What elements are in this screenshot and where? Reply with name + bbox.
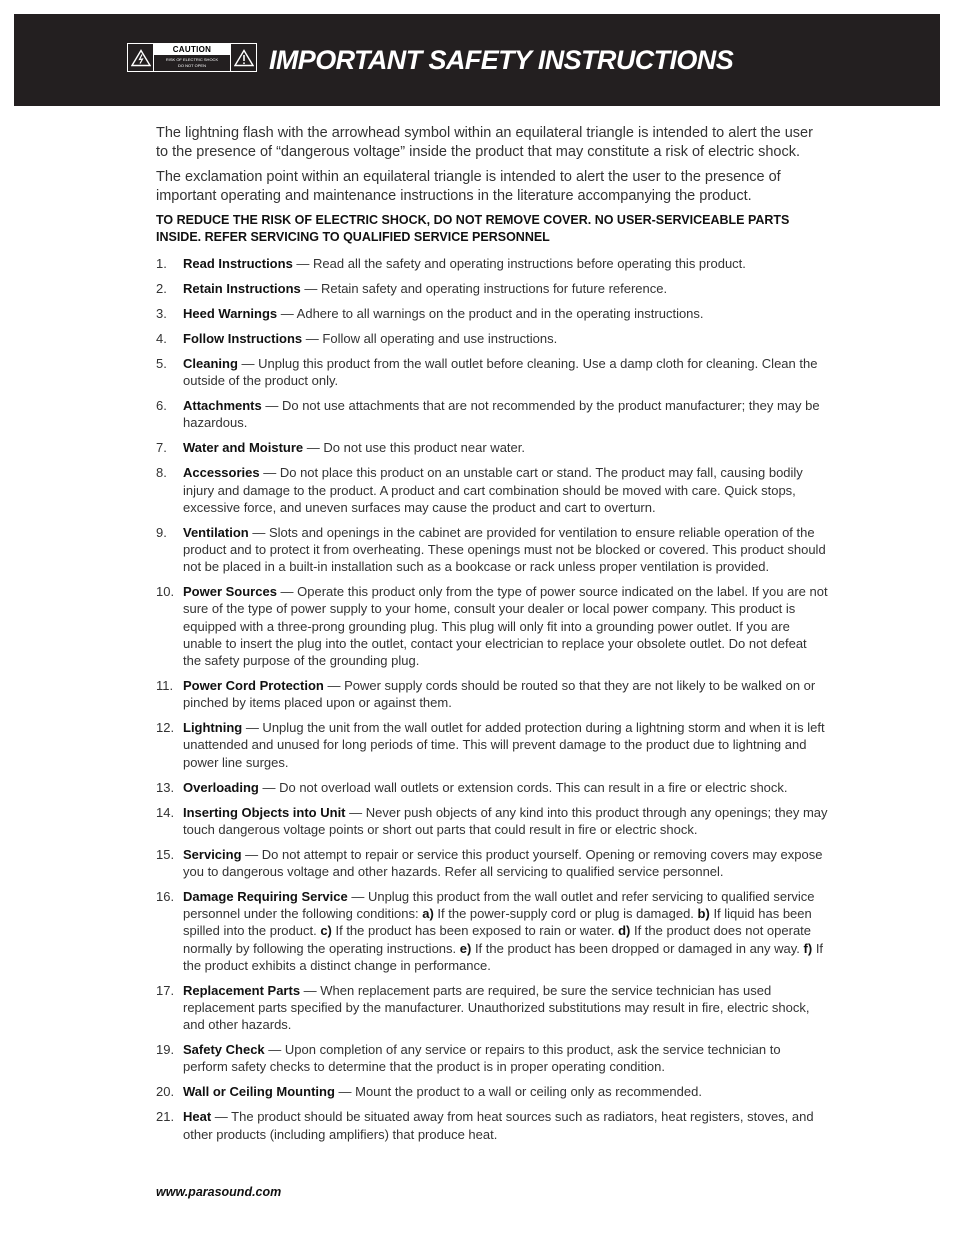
list-item [156,677,828,711]
item-number: 20. [156,1084,175,1100]
item-text: — Power supply cords should be routed so that they are not likely to be walked on or pinched by items placed upon or against them. [183,678,816,711]
footer-url: www.parasound.com [156,1185,282,1199]
item-heading: Read Instructions [183,256,293,271]
intro-lightning-paragraph: The lightning flash with the arrowhead symbol within an equilateral triangle is intended to alert the user to the presence of “dangerous voltage” inside the product that may constitute a risk of electric shock. [156,125,813,160]
item-heading: Retain Instructions [183,281,301,296]
list-item [156,524,828,576]
caution-sub-1: RISK OF ELECTRIC SHOCK [165,57,219,62]
item-heading: Safety Check [183,1042,265,1058]
item-number: 16. [156,889,175,905]
item-text: — Unplug this product from the wall outlet and refer servicing to qualified service personnel under the following conditions: [183,889,815,922]
condition-label: b) [697,906,710,922]
list-item-damage-requiring-service [156,888,828,974]
condition-text: If liquid has been spilled into the product. [183,906,812,939]
item-number: 14. [156,804,175,820]
item-heading: Damage Requiring Service [183,889,348,905]
item-text: — The product should be situated away from heat sources such as radiators, heat registers, stoves, and other products (including amplifiers) that produce heat. [183,1109,814,1142]
list-item [156,719,828,771]
list-item [156,779,828,796]
item-heading: Inserting Objects into Unit [183,804,346,820]
instructions-content [156,124,828,1151]
item-text: — Retain safety and operating instructions for future reference. [300,281,668,296]
list-item [156,255,828,272]
condition-label: c) [320,923,332,939]
list-item [156,846,828,880]
item-heading: Ventilation [183,524,249,540]
condition-label: f) [803,940,813,956]
item-number: 7. [156,440,167,456]
item-text: — Operate this product only from the type of power source indicated on the label. If you are not sure of the type of power supply to your home, consult your dealer or local power company. This product is equipped with a three-prong grounding plug. This plug will only fit into a grounding power outlet. If you are unable to insert the plug into the outlet, contact your electrician to replace your obsolete outlet. Do not defeat the safety purpose of the grounding plug. [183,584,828,669]
list-item [156,1083,828,1100]
condition-text: If the product exhibits a distinct change in performance. [183,940,824,973]
instruction-list [156,255,828,1143]
item-text: — Unplug this product from the wall outlet before cleaning. Use a damp cloth for cleaning. Clean the outside of the product only. [183,356,818,389]
caution-label [127,43,257,72]
item-heading: Lightning [183,720,243,736]
item-text: — Do not use this product near water. [303,440,525,456]
list-item [156,1108,828,1142]
item-text: — Adhere to all warnings on the product and in the operating instructions. [277,306,704,321]
item-heading: Water and Moisture [183,440,304,456]
page-title: IMPORTANT SAFETY INSTRUCTIONS [269,45,734,75]
lightning-triangle-icon [128,44,153,71]
item-number: 21. [156,1109,175,1125]
list-item [156,305,828,322]
shock-warning: TO REDUCE THE RISK OF ELECTRIC SHOCK, DO NOT REMOVE COVER. NO USER-SERVICEABLE PARTS INSIDE. REFER SERVICING TO QUALIFIED SERVICE PERSONNEL [156,213,790,244]
list-item [156,439,828,456]
item-number: 13. [156,779,175,795]
intro-exclamation-paragraph: The exclamation point within an equilateral triangle is intended to alert the user to the presence of important operating and maintenance instructions in the literature accompanying the product. [156,169,781,204]
list-item [156,583,828,669]
exclamation-triangle-icon [231,44,256,71]
item-number: 17. [156,982,175,998]
item-number: 3. [156,306,167,321]
item-heading: Wall or Ceiling Mounting [183,1084,335,1100]
item-text: — Do not attempt to repair or service this product yourself. Opening or removing covers may expose you to dangerous voltage and other hazards. Refer all servicing to qualified service personnel. [183,846,823,880]
item-text: — Slots and openings in the cabinet are provided for ventilation to ensure reliable operation of the product and to protect it from overheating. These openings must not be blocked or covered. This product should not be placed in a built-in installation such as a bookcase or rack unless proper ventilation is provided. [183,524,826,575]
item-heading: Cleaning [183,356,238,371]
item-heading: Servicing [183,846,242,862]
condition-text: If the power-supply cord or plug is damaged. [433,906,698,922]
item-text: — Do not use attachments that are not recommended by the product manufacturer; they may be hazardous. [183,398,820,431]
list-item [156,982,828,1034]
list-item [156,280,828,297]
item-text: — Mount the product to a wall or ceiling only as recommended. [334,1084,702,1100]
caution-word: CAUTION [154,44,230,55]
header-bar [14,14,940,106]
item-number: 11. [156,678,174,694]
condition-label: e) [459,940,472,956]
item-number: 10. [156,584,175,600]
condition-text: If the product has been dropped or damaged in any way. [471,940,804,956]
item-heading: Attachments [183,398,262,414]
item-number: 4. [156,331,167,346]
item-number: 15. [156,846,175,862]
condition-label: a) [422,906,434,922]
item-text: — Unplug the unit from the wall outlet for added protection during a lightning storm and when it is left unattended and unused for long periods of time. This will prevent damage to the product due to lightning and power line surges. [183,720,825,770]
condition-text: If the product has been exposed to rain or water. [331,923,619,939]
list-item [156,464,828,516]
condition-text: If the product does not operate normally by following the operating instructions. [183,923,812,956]
list-item [156,330,828,347]
item-text: — Do not overload wall outlets or extension cords. This can result in a fire or electric shock. [258,779,788,795]
item-heading: Follow Instructions [183,331,303,346]
item-text: — Read all the safety and operating instructions before operating this product. [292,256,746,271]
list-item [156,804,828,838]
item-heading: Overloading [183,779,259,795]
item-number: 9. [156,524,167,540]
item-number: 8. [156,465,167,481]
item-number: 6. [156,398,167,414]
condition-label: d) [618,923,631,939]
item-heading: Accessories [183,465,260,481]
item-number: 12. [156,720,175,736]
item-number: 5. [156,356,167,371]
item-text: — Never push objects of any kind into this product through any openings; they may touch dangerous voltage points or short out parts that could result in fire or electric shock. [183,804,828,837]
item-number: 19. [156,1042,175,1058]
item-text: — When replacement parts are required, be sure the service technician has used replacement parts specified by the manufacturer. Unauthorized substitutions may result in fire, electric shock, and other hazards. [183,982,810,1033]
list-item [156,355,828,389]
item-text: — Do not place this product on an unstable cart or stand. The product may fall, causing bodily injury and damage to the product. A product and cart combination should be moved with care. Quick stops, excessive force, and uneven surfaces may cause the product and cart to overturn. [183,465,803,515]
item-heading: Replacement Parts [183,982,301,998]
item-number: 2. [156,281,167,296]
list-item [156,1041,828,1075]
item-heading: Power Cord Protection [183,678,324,694]
item-heading: Heed Warnings [183,306,278,321]
item-heading: Power Sources [183,584,277,600]
list-item [156,397,828,431]
item-text: — Upon completion of any service or repairs to this product, ask the service technician to perform safety checks to determine that the product is in proper operating condition. [183,1042,781,1075]
item-text: — Follow all operating and use instructions. [302,331,558,346]
caution-text-block [153,44,231,71]
item-number: 1. [156,256,167,271]
item-heading: Heat [183,1109,212,1125]
caution-sub-2: DO NOT OPEN [178,63,206,68]
